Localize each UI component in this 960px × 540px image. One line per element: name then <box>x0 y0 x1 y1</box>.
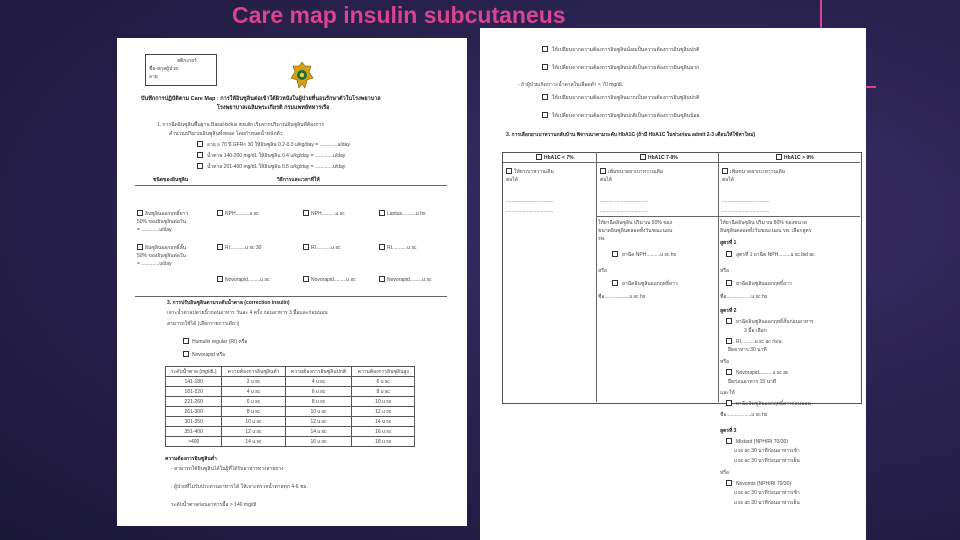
sticker-label: สติกเกอร์ <box>177 58 197 64</box>
regimen-2-short-acting-label: ยาฉีดอินซูลินออกฤทธิ์สั้นก่อนอาหาร <box>736 319 814 325</box>
continue-oral-checkbox[interactable] <box>506 168 512 174</box>
regimen-1-nph-label: สูตรที่ 1 ยาฉีด NPH.........u sc bid ac <box>736 252 815 258</box>
hba1c-high-label: HbA1C > 9% <box>784 155 814 161</box>
regimen-3-heading: สูตรที่ 3 <box>720 428 737 434</box>
nph-option-2-label: NPH..........u sc <box>311 211 345 217</box>
regimen-3-novomix-morning: u sc ac 30 นาทีก่อนอาหารเช้า <box>734 490 800 496</box>
adjust-low-to-normal-label: ให้เปลี่ยนจากความต้องการอินซูลินน้อยเป็นความต้องการอินซูลินปกติ <box>552 47 700 53</box>
lantus-label: Lantus..........u hs <box>387 211 426 217</box>
table-row: 351-400 12 u sc 14 u sc 16 u sc <box>166 427 415 437</box>
hba1c-header-divider <box>502 162 860 163</box>
regimen-2-heading: สูตรที่ 2 <box>720 308 737 314</box>
table-header-glucose: ระดับน้ำตาล (mg/dL) <box>166 367 222 377</box>
novorapid-option-2-checkbox[interactable] <box>303 276 309 282</box>
regimen-1-long-acting-dose: ชื่อ..................u sc hs <box>720 294 768 300</box>
adjust-normal-to-high-label: ให้เปลี่ยนจากความต้องการอินซูลินปกติเป็นความต้องการอินซูลินมาก <box>552 65 700 71</box>
adjust-high-to-normal-label: ให้เปลี่ยนจากความต้องการอินซูลินมากเป็นความต้องการอินซูลินปกติ <box>552 95 700 101</box>
dose-option-1-label: อายุ ≥ 70 ปี GFR< 30 ให้อินซูลิน 0.2-0.3 u/kg/day = .............u/day <box>207 142 350 148</box>
mid-long-acting-label: ยาฉีดอินซูลินออกฤทธิ์ยาว <box>622 281 678 287</box>
section-3-discharge-heading: 3. การเลือกยาเบาหวานกลับบ้าน พิจารณาตามระดับ HbA1C (ถ้ามี HbA1C ในช่วงก่อน admit 2-3 เดือนให้ใช้ค่าใหม่) <box>506 132 756 138</box>
adjust-normal-to-low-checkbox[interactable] <box>542 112 548 118</box>
note-line-2: - ผู้ป่วยที่ไม่รับประทานอาหารได้ ให้เจาะตรวจน้ำตาลทุก 4-6 ชม. <box>171 484 308 490</box>
nph-option-1-label: NPH..........u sc <box>225 211 259 217</box>
regimen-1-long-acting-label: ยาฉีดอินซูลินออกฤทธิ์ยาว <box>736 281 792 287</box>
hba1c-high-checkbox[interactable] <box>776 154 782 160</box>
regimen-1-long-acting-checkbox[interactable] <box>726 280 732 286</box>
hba1c-mid-checkbox[interactable] <box>640 154 646 160</box>
insulin-row-divider <box>596 216 860 217</box>
long-acting-dose: = .............u/day <box>137 227 172 233</box>
novorapid-option-3-checkbox[interactable] <box>379 276 385 282</box>
regimen-2-ri-checkbox[interactable] <box>726 338 732 344</box>
mid-long-acting-dose: ชื่อ..................u sc hs <box>598 294 646 300</box>
novorapid-option-1-checkbox[interactable] <box>217 276 223 282</box>
regimen-2-ri-timing: ยืดอาหาร 30 นาที <box>728 347 767 353</box>
table-row: 221-260 6 u sc 8 u sc 10 u sc <box>166 397 415 407</box>
novorapid-option-2-label: Novorapid.........u sc <box>311 277 356 283</box>
high-insulin-line-2: อินซูลินตลอดทั้งวันขณะนอน รพ. เลือกสูตร <box>720 228 812 234</box>
increase-oral-high-checkbox[interactable] <box>722 168 728 174</box>
adjust-normal-to-high-checkbox[interactable] <box>542 64 548 70</box>
continue-oral-label: ให้ยาเบาหวานเดิม <box>514 169 554 175</box>
hypoglycemia-label: - ถ้าผู้ป่วยเกิดภาวะน้ำตาลในเลือดต่ำ < 70 mg/dL <box>518 82 624 88</box>
table-row: 261-300 8 u sc 10 u sc 12 u sc <box>166 407 415 417</box>
table-header-low: ความต้องการอินซูลินต่ำ <box>222 367 285 377</box>
regimen-2-or: หรือ <box>720 359 729 365</box>
regimen-3-novomix-checkbox[interactable] <box>726 480 732 486</box>
ri-option-1-checkbox[interactable] <box>217 244 223 250</box>
ri-option-3-checkbox[interactable] <box>379 244 385 250</box>
short-acting-label: อินซูลินออกฤทธิ์สั้น <box>145 245 187 251</box>
hba1c-table <box>502 152 862 404</box>
regimen-2-novorapid-label: Novorapid..........u sc ac <box>736 370 789 376</box>
regimen-2-bedtime-checkbox[interactable] <box>726 400 732 406</box>
table-row: 141-180 2 u sc 4 u sc 6 u sc <box>166 377 415 387</box>
hba1c-low-label: HbA1C < 7% <box>544 155 574 161</box>
correction-ri-label: Humulin regular (RI) หรือ <box>192 339 248 345</box>
hospital-emblem-icon <box>289 60 315 92</box>
continue-oral-blank: .................................. <box>506 198 554 204</box>
hba1c-col-divider-2 <box>718 152 719 402</box>
care-map-page-right <box>480 28 866 540</box>
regimen-2-bedtime-label: ยาฉีดอินซูลินออกฤทธิ์ยาวก่อนนอน <box>736 401 811 407</box>
dose-option-1-checkbox[interactable] <box>197 141 203 147</box>
increase-oral-label: เพิ่มขนาดยาเบาหวานเดิม <box>608 169 664 175</box>
short-acting-checkbox[interactable] <box>137 244 143 250</box>
correction-novorapid-label: Novorapid หรือ <box>192 352 226 358</box>
regimen-1-nph-checkbox[interactable] <box>726 251 732 257</box>
adjust-low-to-normal-checkbox[interactable] <box>542 46 548 52</box>
ri-option-3-label: RI...........u sc <box>387 245 417 251</box>
hba1c-mid-label: HbA1C 7-9% <box>648 155 678 161</box>
section-1-subheading: คำนวณปริมาณอินซูลินทั้งหมด โดยกำหนดน้ำหนักตัว <box>169 131 283 137</box>
table-row: >400 14 u sc 16 u sc 18 u sc <box>166 437 415 447</box>
care-map-page-left <box>117 38 467 526</box>
correction-novorapid-checkbox[interactable] <box>183 351 189 357</box>
table-header-normal: ความต้องการอินซูลินปกติ <box>285 367 352 377</box>
slide-title: Care map insulin subcutaneus <box>232 2 566 28</box>
patient-age-label: อายุ <box>149 74 158 80</box>
note-line-3: ระดับน้ำตาลก่อนอาหารมื้อ > 140 mg/dl <box>171 502 257 508</box>
method-time-header: วิธีการและเวลาที่ให้ <box>277 177 320 183</box>
long-acting-label: อินซูลินออกฤทธิ์ยาว <box>145 211 189 217</box>
table-row: 181-220 4 u sc 6 u sc 8 u sc <box>166 387 415 397</box>
increase-oral-checkbox[interactable] <box>600 168 606 174</box>
regimen-3-mixtard-evening: u sc ac 30 นาทีก่อนอาหารเย็น <box>734 458 800 464</box>
section-3-heading: 3. การปรับอินซูลินตามระดับน้ำตาล (correction insulin) <box>167 300 290 306</box>
increase-oral-high-label: เพิ่มขนาดยาเบาหวานเดิม <box>730 169 786 175</box>
hba1c-col-divider-1 <box>596 152 597 402</box>
mid-nph-label: ยาฉีด NPH..........u sc hs <box>622 252 677 258</box>
long-acting-percent: 50% ของอินซูลินต่อวัน <box>137 219 187 225</box>
regimen-1-or: หรือ <box>720 268 729 274</box>
correction-ri-checkbox[interactable] <box>183 338 189 344</box>
notes-heading: ความต้องการอินซูลินต่ำ <box>165 456 217 462</box>
dose-option-2-label: น้ำตาล 140-200 mg/dL ให้อินซูลิน 0.4 u/kg/day = .............u/day <box>207 153 346 159</box>
regimen-3-novomix-label: Novomix (NPH/RI 70/30) <box>736 481 792 487</box>
note-line-1: - สามารถใช้อินซูลินได้ในผู้ที่ได้รับอาหารทางสายยาง <box>171 466 284 472</box>
novorapid-option-3-label: Novorapid.........u sc <box>387 277 432 283</box>
increase-oral-high-blank-2: .................................. <box>722 208 770 214</box>
regimen-3-mixtard-label: Mixtard (NPH/RI 70/30) <box>736 439 788 445</box>
regimen-3-novomix-evening: u sc ac 30 นาทีก่อนอาหารเย็น <box>734 500 800 506</box>
dose-option-3-checkbox[interactable] <box>197 163 203 169</box>
ri-option-2-label: RI...........u sc <box>311 245 341 251</box>
regimen-2-novorapid-checkbox[interactable] <box>726 369 732 375</box>
high-insulin-line-1: ให้ยาฉีดอินซูลิน ปริมาณ 80% ของขนาด <box>720 220 807 226</box>
table-header-high: ความต้องการอินซูลินสูง <box>352 367 415 377</box>
continue-oral-blank-2: .................................. <box>506 208 554 214</box>
increase-oral-label-2: ต่อได้ <box>600 177 613 183</box>
dose-option-3-label: น้ำตาล 201-400 mg/dL ให้อินซูลิน 0.5 u/kg/day = .............u/day <box>207 164 346 170</box>
ri-option-1-label: RI...........u sc 30 <box>225 245 262 251</box>
regimen-3-or: หรือ <box>720 470 729 476</box>
mid-long-acting-checkbox[interactable] <box>612 280 618 286</box>
increase-oral-blank: .................................. <box>600 198 648 204</box>
mid-insulin-line-3: รพ. <box>598 236 606 242</box>
section-3-instruction: เจาะน้ำตาลปลายนิ้วก่อนอาหาร วันละ 4 ครั้ง ก่อนอาหาร 3 มื้อและก่อนนอน <box>167 310 328 316</box>
mid-insulin-line-2: ขนาดอินซูลินตลอดทั้งวันขณะนอน <box>598 228 673 234</box>
long-acting-checkbox[interactable] <box>137 210 143 216</box>
continue-oral-label-2: ต่อได้ <box>506 177 519 183</box>
increase-oral-blank-2: .................................. <box>600 208 648 214</box>
mid-or-label: หรือ <box>598 268 607 274</box>
regimen-2-bedtime-dose: ชื่อ..................u sc hs <box>720 412 768 418</box>
increase-oral-high-label-2: ต่อได้ <box>722 177 735 183</box>
short-acting-percent: 50% ของอินซูลินต่อวัน <box>137 253 187 259</box>
adjust-high-to-normal-checkbox[interactable] <box>542 94 548 100</box>
adjust-normal-to-low-label: ให้เปลี่ยนจากความต้องการอินซูลินปกติเป็นความต้องการอินซูลินน้อย <box>552 113 700 119</box>
short-acting-dose: = .............u/day <box>137 261 172 267</box>
section-1-heading: 1. การฉีดอินซูลินพื้นฐาน Basal-bolus insulin เริ่มจากปริมาณอินซูลินที่ต้องการ <box>157 122 325 128</box>
novorapid-option-1-label: Novorapid.........u sc <box>225 277 270 283</box>
regimen-3-mixtard-morning: u sc ac 30 นาทีก่อนอาหารเช้า <box>734 448 800 454</box>
regimen-2-and: และให้ <box>720 390 735 396</box>
document-title: บันทึกการปฏิบัติตาม Care Map : การให้อินซูลินต่อเข้าใต้ผิวหนังในผู้ป่วยที่นอนรักษาตัวในโรงพยาบาล <box>141 96 381 102</box>
regimen-2-meals: 3 มื้อ เลือก <box>744 328 767 334</box>
table-divider-bottom <box>135 296 447 297</box>
section-3-choose-label: สามารถใช้ได้ (เลือกรายการเดียว) <box>167 321 240 327</box>
regimen-1-heading: สูตรที่ 1 <box>720 240 737 246</box>
insulin-type-header: ชนิดของอินซูลิน <box>153 177 189 183</box>
patient-name-label: ชื่อ-สกุลผู้ป่วย <box>149 66 179 72</box>
correction-dose-table <box>165 366 415 447</box>
ri-option-2-checkbox[interactable] <box>303 244 309 250</box>
nph-option-1-checkbox[interactable] <box>217 210 223 216</box>
mid-insulin-line-1: ให้ยาฉีดอินซูลิน ปริมาณ 50% ของ <box>598 220 673 226</box>
regimen-2-novorapid-timing: ยืดก่อนอาหาร 15 นาที <box>728 379 777 385</box>
mid-nph-checkbox[interactable] <box>612 251 618 257</box>
regimen-3-mixtard-checkbox[interactable] <box>726 438 732 444</box>
increase-oral-high-blank: .................................. <box>722 198 770 204</box>
nph-option-2-checkbox[interactable] <box>303 210 309 216</box>
regimen-2-ri-label: RI..........u sc ac ก่อน <box>736 339 782 345</box>
regimen-2-short-acting-checkbox[interactable] <box>726 318 732 324</box>
document-subtitle: โรงพยาบาลเฉลิมพระเกียรติ กรมแพทย์ทหารเรือ <box>217 105 330 111</box>
lantus-checkbox[interactable] <box>379 210 385 216</box>
hba1c-low-checkbox[interactable] <box>536 154 542 160</box>
table-row: 301-350 10 u sc 12 u sc 14 u sc <box>166 417 415 427</box>
dose-option-2-checkbox[interactable] <box>197 152 203 158</box>
table-divider <box>135 185 447 186</box>
